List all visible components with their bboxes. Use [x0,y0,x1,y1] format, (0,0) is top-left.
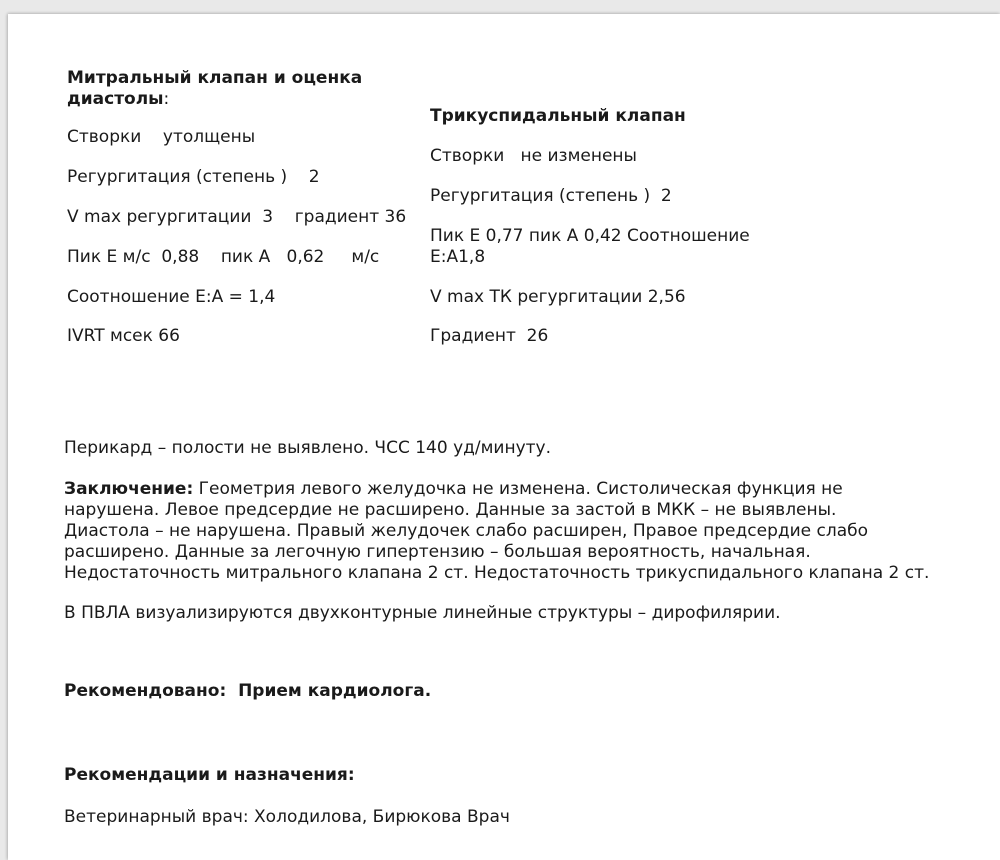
tricuspid-vmax: V max ТК регургитации 2,56 [430,287,686,307]
mitral-title-line2 [67,89,169,110]
mitral-ratio: Соотношение Е:А = 1,4 [67,287,276,307]
conclusion-line3: Диастола – не нарушена. Правый желудочек слабо расширен, Правое предсердие слабо [64,521,869,541]
conclusion-line2: нарушена. Левое предсердие не расширено. Данные за застой в МКК – не выявлены. [64,500,837,520]
document-page [8,14,1000,860]
tricuspid-gradient: Градиент 26 [430,326,549,346]
mitral-peak: Пик Е м/с 0,88 пик А 0,62 м/с [67,247,380,267]
mitral-vmax: V max регургитации 3 градиент 36 [67,207,407,227]
conclusion-line4: расширено. Данные за легочную гипертензию – большая вероятность, начальная. [64,542,811,562]
conclusion-text-start: Геометрия левого желудочка не изменена. Систолическая функция не [193,479,843,499]
pericard-text: Перикард – полости не выявлено. ЧСС 140 уд/минуту. [64,438,552,458]
mitral-leaflets: Створки утолщены [67,127,256,147]
tricuspid-regurgitation: Регургитация (степень ) 2 [430,186,672,206]
tricuspid-leaflets: Створки не изменены [430,146,637,166]
tricuspid-peak-line1: Пик Е 0,77 пик А 0,42 Соотношение [430,226,750,246]
recommendations-title: Рекомендации и назначения: [64,765,355,785]
mitral-title-line1: Митральный клапан и оценка [67,68,363,88]
doctor-signature-text: Ветеринарный врач: Холодилова, Бирюкова Врач [64,807,510,827]
mitral-title-word: диастолы [67,89,164,109]
mitral-ivrt: IVRT мсек 66 [67,326,180,346]
conclusion-line5: Недостаточность митрального клапана 2 ст. Недостаточность трикуспидального клапана 2 ст. [64,563,930,583]
recommended-text: Рекомендовано: Прием кардиолога. [64,681,432,701]
tricuspid-title: Трикуспидальный клапан [430,106,686,126]
tricuspid-peak-line2: Е:А1,8 [430,247,486,267]
mitral-regurgitation: Регургитация (степень ) 2 [67,167,320,187]
pvla-text: В ПВЛА визуализируются двухконтурные линейные структуры – дирофилярии. [64,603,781,623]
conclusion-label: Заключение: [64,479,194,499]
mitral-title-colon: : [163,89,170,109]
conclusion-line1 [64,479,843,500]
